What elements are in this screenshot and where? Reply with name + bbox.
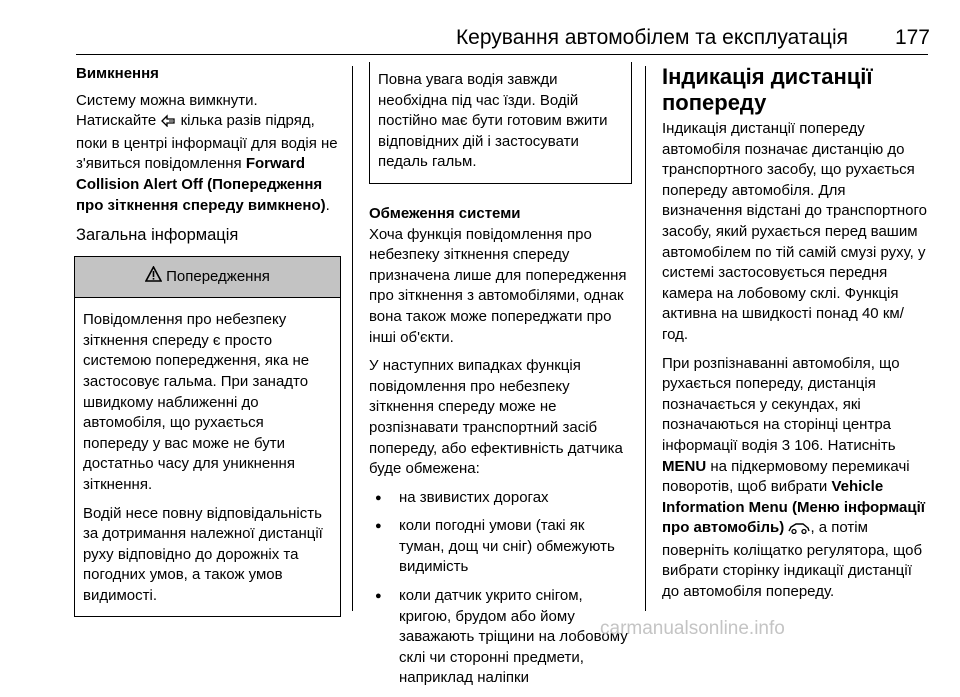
header-rule <box>76 54 928 55</box>
page-number: 177 <box>894 26 930 49</box>
limitations-list <box>369 488 632 689</box>
column-1 <box>76 64 341 617</box>
distance-alert-icon <box>160 113 176 134</box>
paragraph: Індикація дистанції попереду автомобіля позначає дистанцію до транспортного засобу, що рухається попереду автомобіля. Для визначення відстані до транспортного засобу, який рухається перед вашим автомобілем по тій самій смузі руху, у системі застосовується передня камера на лобовому склі. Функція активна на швидкості понад 40 км/год. <box>662 120 927 343</box>
menu-name-text: Vehicle Information Menu (Меню інформації про автомобіль) <box>662 478 925 537</box>
warning-paragraph: Повідомлення про небезпеку зіткнення спереду є просто системою попередження, яка не застосовує гальма. При занадто швидкому наближенні до автомобіля, що рухається попереду у вас може не бути достатньо часу для уникнення зіткнення. <box>83 311 310 493</box>
list-item: ● на звивистих дорогах <box>369 488 632 509</box>
warning-box <box>74 256 341 617</box>
text: . <box>325 196 330 214</box>
page-reference: 3 106 <box>781 436 820 454</box>
paragraph: У наступних випадках функція повідомлення про небезпеку зіткнення спереду може не розпізнавати транспортний засіб попереду, або ефективність датчика буде обмежена: <box>369 357 623 478</box>
column-3 <box>662 64 928 611</box>
column-divider <box>352 66 353 611</box>
text: , а потім поверніть коліщатко регулятора, щоб вибрати сторінку індикації дистанції до автомобіля попереду. <box>662 519 923 601</box>
running-header: Керування автомобілем та експлуатація <box>455 26 848 49</box>
warning-box-continued <box>369 62 632 184</box>
warning-paragraph: Водій несе повну відповідальність за дотримання належної дистанції руху відповідно до дорожніх та погодних умов, а також умов видимості. <box>83 504 323 604</box>
section-heading-off: Вимкнення <box>76 65 159 82</box>
text: на підкермовому перемикачі поворотів, щоб вибрати <box>662 457 910 496</box>
column-2 <box>369 64 632 697</box>
column-divider <box>645 66 646 611</box>
text: . Натисніть <box>819 436 896 454</box>
warning-title: Попередження <box>166 267 270 285</box>
section-heading-limitations: Обмеження системи <box>369 204 521 222</box>
paragraph: Хоча функція повідомлення про небезпеку зіткнення спереду призначена лише для попередження про зіткнення з автомобілями, однак вона також може попереджати про інші об'єкти. <box>369 225 627 346</box>
paragraph <box>662 354 928 603</box>
message-text: Forward Collision Alert Off (Попередження про зіткнення спереду вимкнено) <box>76 155 326 214</box>
warning-triangle-icon <box>145 266 162 289</box>
paragraph-off <box>76 91 341 217</box>
warning-header <box>75 257 340 298</box>
car-icon <box>788 520 810 541</box>
warning-body <box>75 298 340 616</box>
menu-button-text: MENU <box>662 457 707 475</box>
list-item: ● коли датчик укрито снігом, кригою, брудом або йому заважають тріщини на лобовому склі чи сторонні предмети, наприклад наліпки <box>369 586 632 689</box>
warning-paragraph: Повна увага водія завжди необхідна під час їзди. Водій постійно має бути готовим вжити відповідних дій і застосувати педаль гальм. <box>378 71 608 171</box>
watermark-text: carmanualsonline.info <box>600 618 785 639</box>
list-item: ● коли погодні умови (такі як туман, дощ чи сніг) обмежують видимість <box>369 516 632 578</box>
text: Систему можна вимкнути. Натискайте <box>76 91 258 130</box>
text: При розпізнаванні автомобіля, що рухається попереду, дистанція позначається у секундах, які позначаються на сторінці центра інформації водія <box>662 354 900 454</box>
text: кілька разів підряд, поки в центрі інформації для водія не з'явиться повідомлення <box>76 112 338 173</box>
section-heading-distance: Індикація дистанції попереду <box>662 64 873 115</box>
section-heading-general: Загальна інформація <box>76 226 239 245</box>
